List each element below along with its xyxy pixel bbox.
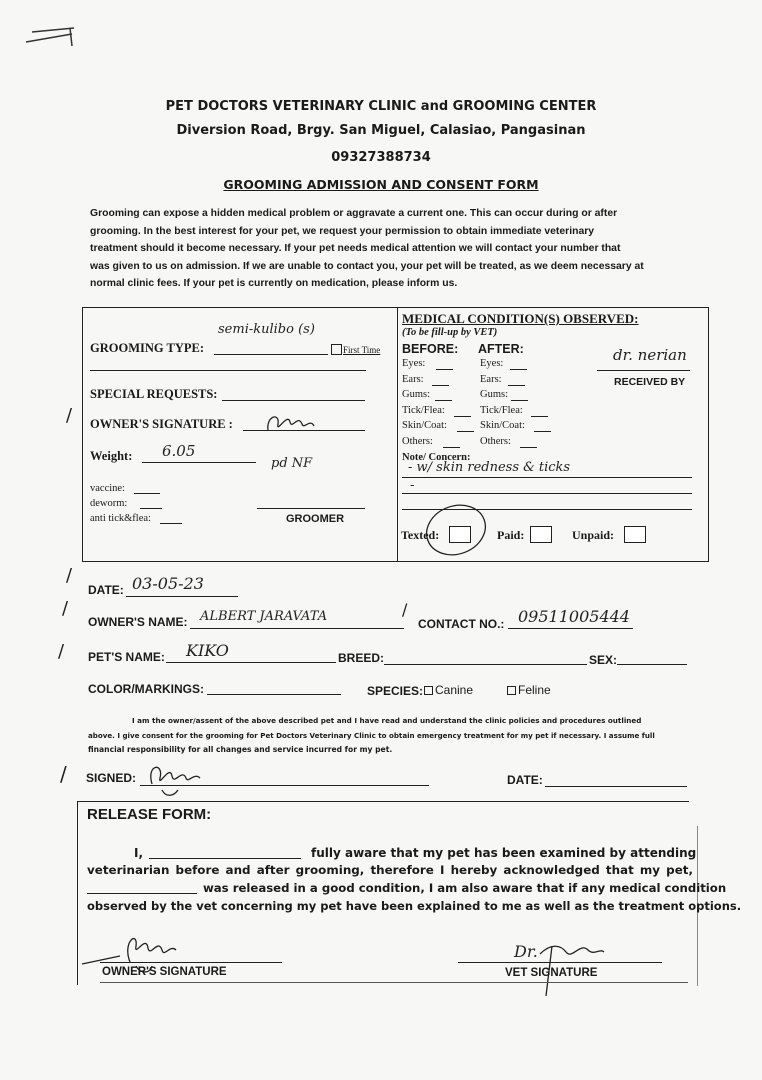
vet-signature-line[interactable]	[458, 962, 662, 963]
feline-checkbox[interactable]	[507, 686, 516, 695]
intro-line: Grooming can expose a hidden medical problem or aggravate a current one. This can occur during or after	[90, 208, 618, 219]
signed-label: SIGNED:	[86, 771, 137, 785]
intro-line: treatment should it become necessary. If your pet needs medical attention we will contact your number that	[90, 243, 621, 255]
release-i-label: I,	[134, 846, 144, 860]
owner-signature-scribble	[262, 408, 320, 438]
release-bottom-line	[100, 982, 688, 983]
received-by-name: dr. nerian	[613, 346, 687, 364]
received-by-label: RECEIVED BY	[614, 376, 686, 388]
owner-signature-label: OWNER'S SIGNATURE :	[90, 417, 233, 431]
breed-label: BREED:	[338, 651, 385, 665]
corner-scribble	[22, 22, 82, 52]
after-item: Ears:	[480, 373, 502, 385]
check-mark-icon: /	[66, 405, 73, 426]
deworm-label: deworm:	[90, 498, 128, 509]
vet-signature-label: VET SIGNATURE	[505, 967, 598, 979]
check-mark-icon: /	[60, 762, 67, 786]
owner-signature-release-label: OWNER'S SIGNATURE	[102, 966, 227, 978]
handwritten-note: pd NF	[271, 456, 313, 471]
consent-date-label: DATE:	[507, 773, 543, 787]
after-item-line[interactable]	[510, 369, 527, 370]
after-item: Eyes:	[480, 358, 504, 369]
before-item-line[interactable]	[436, 369, 453, 370]
box-divider	[397, 307, 398, 561]
weight-line	[142, 462, 256, 463]
after-item-line[interactable]	[520, 447, 537, 448]
after-item: Others:	[480, 435, 511, 447]
form-title: GROOMING ADMISSION AND CONSENT FORM	[223, 177, 539, 192]
first-time-checkbox[interactable]	[331, 344, 342, 355]
after-item: Tick/Flea:	[480, 404, 523, 416]
before-item-line[interactable]	[457, 431, 474, 432]
check-mark-icon: /	[58, 641, 65, 662]
anti-tick-label: anti tick&flea:	[90, 513, 151, 524]
signed-signature-scribble	[142, 760, 204, 800]
note-rule-1	[402, 477, 692, 478]
check-mark-icon: /	[62, 598, 69, 619]
unpaid-label: Unpaid:	[572, 528, 615, 542]
intro-line: was given to us on admission. If we are unable to contact you, your pet will be treated, as we deem necessary at	[90, 260, 644, 272]
vaccine-line	[134, 493, 160, 494]
after-item-line[interactable]	[511, 400, 528, 401]
owner-signature-release-line[interactable]	[100, 962, 282, 963]
note-rule-2	[402, 493, 692, 494]
consent-line: above. I give consent for the grooming for Pet Doctors Veterinary Clinic to obtain emergency treatment for my pet if necessary. I assume full	[88, 730, 655, 740]
after-item: Gums:	[480, 389, 509, 400]
consent-line: I am the owner/assent of the above described pet and I have read and understand the clinic policies and procedures outlined	[132, 716, 642, 725]
before-item: Others:	[402, 435, 433, 447]
before-item: Eyes:	[402, 358, 426, 369]
after-label: AFTER:	[478, 342, 524, 356]
release-line-4: observed by the vet concerning my pet have been explained to me as well as the treatment options.	[87, 899, 742, 913]
after-item: Skin/Coat:	[480, 420, 525, 431]
received-by-line	[597, 370, 690, 371]
check-mark-icon: /	[402, 600, 408, 619]
before-item-line[interactable]	[454, 416, 471, 417]
unpaid-checkbox[interactable]	[624, 526, 646, 543]
canine-checkbox[interactable]	[424, 686, 433, 695]
before-item: Tick/Flea:	[402, 404, 445, 416]
breed-line[interactable]	[384, 664, 587, 665]
circle-mark	[418, 497, 490, 559]
note-line-1[interactable]: - w/ skin redness & ticks	[408, 460, 571, 475]
before-item-line[interactable]	[435, 400, 452, 401]
sex-line[interactable]	[617, 664, 687, 665]
note-concern-label: Note/ Concern:	[402, 452, 471, 463]
date-label: DATE:	[88, 583, 124, 597]
date-value[interactable]: 03-05-23	[132, 574, 204, 593]
pet-name-label: PET'S NAME:	[88, 650, 165, 664]
canine-label: Canine	[435, 683, 474, 697]
release-line-2: veterinarian before and after grooming, therefore I hereby acknowledged that my pet,	[87, 863, 693, 877]
weight-label: Weight:	[90, 449, 133, 463]
vaccine-label: vaccine:	[90, 483, 125, 494]
color-markings-label: COLOR/MARKINGS:	[88, 682, 204, 696]
owner-name-value[interactable]: ALBERT JARAVATA	[200, 609, 328, 624]
before-item: Ears:	[402, 373, 424, 385]
release-line-3: was released in a good condition, I am also aware that if any medical condition	[203, 881, 727, 895]
paid-label: Paid:	[497, 528, 525, 542]
feline-label: Feline	[518, 683, 551, 697]
after-item-line[interactable]	[531, 416, 548, 417]
deworm-line	[140, 508, 162, 509]
intro-line: normal clinic fees. If your pet is currently on medication, please inform us.	[90, 278, 458, 290]
pet-name-line	[166, 662, 336, 663]
vet-note: (To be fill-up by VET)	[402, 327, 498, 338]
grooming-type-line	[214, 354, 328, 355]
paid-checkbox[interactable]	[530, 526, 552, 543]
intro-line: grooming. In the best interest for your pet, we request your permission to obtain immediate veterinary	[90, 225, 595, 237]
contact-line	[508, 628, 633, 629]
grooming-type-label: GROOMING TYPE:	[90, 341, 205, 355]
special-requests-line[interactable]	[222, 400, 365, 401]
pet-name-value[interactable]: KIKO	[186, 641, 229, 660]
medical-condition-title: MEDICAL CONDITION(S) OBSERVED:	[402, 311, 639, 326]
special-requests-label: SPECIAL REQUESTS:	[90, 387, 218, 401]
anti-tick-line	[160, 523, 182, 524]
clinic-address: Diversion Road, Brgy. San Miguel, Calasiao, Pangasinan	[176, 123, 586, 138]
groomer-line	[257, 508, 365, 509]
first-time-label: First Time	[343, 345, 381, 355]
after-item-line[interactable]	[534, 431, 551, 432]
weight-value[interactable]: 6.05	[162, 442, 196, 460]
owner-name-label: OWNER'S NAME:	[88, 615, 188, 629]
after-item-line[interactable]	[508, 385, 525, 386]
before-item-line[interactable]	[443, 447, 460, 448]
release-name-line[interactable]	[149, 858, 301, 859]
texted-label: Texted:	[401, 528, 440, 542]
check-mark-icon: /	[66, 565, 73, 586]
release-pet-line[interactable]	[87, 893, 197, 894]
signed-line[interactable]	[140, 785, 429, 786]
before-item-line[interactable]	[432, 385, 449, 386]
contact-value[interactable]: 09511005444	[518, 607, 630, 626]
before-item: Skin/Coat:	[402, 420, 447, 431]
release-title: RELEASE FORM:	[87, 806, 212, 823]
consent-date-line[interactable]	[545, 786, 687, 787]
clinic-name: PET DOCTORS VETERINARY CLINIC and GROOMING CENTER	[165, 99, 597, 114]
before-label: BEFORE:	[402, 342, 459, 356]
vet-name: Dr.	[514, 942, 538, 961]
intro-paragraph	[90, 205, 698, 293]
consent-line: financial responsibility for all changes and service incurred for my pet.	[88, 745, 393, 754]
release-line-1: fully aware that my pet has been examined by attending	[311, 846, 697, 860]
consent-paragraph	[88, 714, 693, 758]
note-line-2[interactable]: -	[410, 478, 415, 493]
color-markings-line[interactable]	[207, 694, 341, 695]
date-line	[126, 596, 238, 597]
clinic-phone: 09327388734	[331, 150, 431, 165]
contact-label: CONTACT NO.:	[418, 617, 505, 631]
sex-label: SEX:	[589, 653, 618, 667]
grooming-type-value[interactable]: semi-kulibo (s)	[218, 322, 315, 337]
owner-name-line	[190, 628, 404, 629]
species-label: SPECIES:	[367, 684, 424, 698]
vet-signature-scribble	[536, 936, 606, 996]
grooming-extra-line	[90, 370, 366, 371]
before-item: Gums:	[402, 389, 431, 400]
groomer-label: GROOMER	[286, 513, 345, 525]
